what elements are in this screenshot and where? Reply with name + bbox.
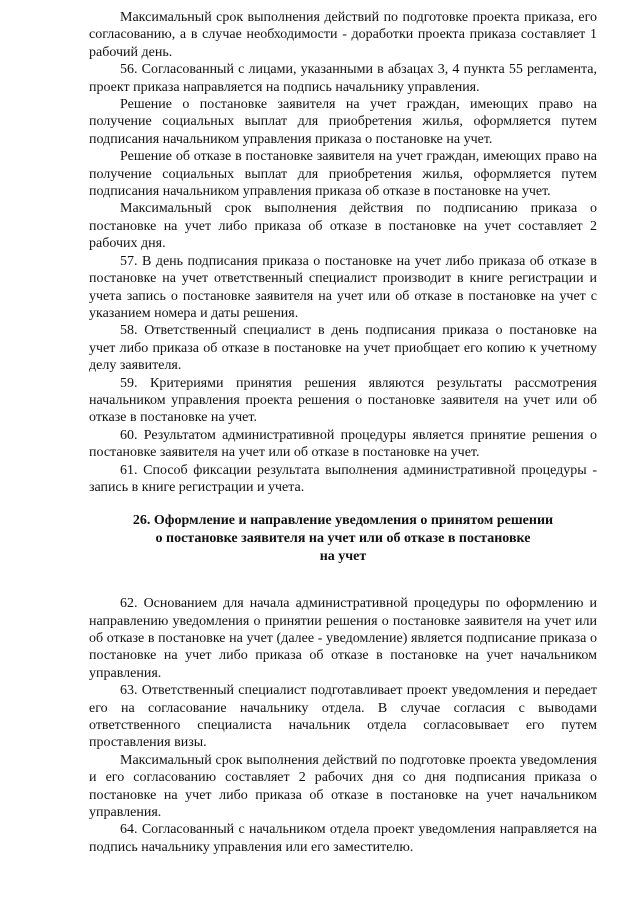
paragraph-61: 61. Способ фиксации результата выполнения административной процедуры - запись в книге регистрации и учета. (89, 462, 597, 495)
paragraph-59: 59. Критериями принятия решения являются результаты рассмотрения начальником управления проекта решения о постановке заявителя на учет или об отказе в постановке на учет. (89, 375, 597, 426)
section-heading-line-1: 26. Оформление и направление уведомления о принятом решении (132, 513, 554, 529)
section-heading (89, 512, 597, 565)
paragraph-decision-register: Решение о постановке заявителя на учет граждан, имеющих право на получение социальных выплат для приобретения жилья, оформляется путем подписания начальником управления приказа о постановке на учет. (89, 97, 597, 147)
paragraph-max-term-prep: Максимальный срок выполнения действий по подготовке проекта приказа, его согласованию, а в случае необходимости - доработки проекта приказа составляет 1 рабочий день. (89, 10, 597, 60)
section-spacer (89, 565, 597, 595)
section-heading-line-3: на учет (319, 548, 367, 564)
paragraph-58: 58. Ответственный специалист в день подписания приказа о постановке на учет либо приказа об отказе в постановке на учет приобщает его копию к учетному делу заявителя. (89, 323, 597, 374)
paragraph-57: 57. В день подписания приказа о постановке на учет либо приказа об отказе в постановке на учет ответственный специалист производит в книге регистрации и учета запись о постановке заявителя на учет или об отказе в постановке на учет с указанием номера и даты решения. (89, 253, 597, 321)
paragraph-decision-refuse: Решение об отказе в постановке заявителя на учет граждан, имеющих право на получение социальных выплат для приобретения жилья, оформляется путем подписания начальником управления приказа об отказе в постановке на учет. (89, 149, 597, 200)
section-heading-line-2: о постановке заявителя на учет или об отказе в постановке (155, 530, 531, 546)
paragraph-max-term-sign: Максимальный срок выполнения действия по подписанию приказа о постановке на учет либо приказа об отказе в постановке на учет составляет 2 рабочих дня. (89, 201, 597, 252)
paragraph-63: 63. Ответственный специалист подготавливает проект уведомления и передает его на согласование начальнику отдела. В случае согласия с выводами ответственного специалиста начальник отдела согласовывает его путем проставления визы. (89, 683, 597, 751)
paragraph-62: 62. Основанием для начала административной процедуры по оформлению и направлению уведомления о принятии решения о постановке заявителя на учет или об отказе в постановке на учет (далее - уведомление) является подписание приказа о постановке на учет либо приказа об отказе в постановке на учет начальником управления. (89, 596, 597, 681)
paragraph-60: 60. Результатом административной процедуры является принятие решения о постановке заявителя на учет или об отказе в постановке на учет. (89, 427, 597, 461)
paragraph-56: 56. Согласованный с лицами, указанными в абзацах 3, 4 пункта 55 регламента, проект приказа направляется на подпись начальнику управления. (89, 62, 597, 95)
document-page (89, 9, 597, 856)
paragraph-max-term-notice: Максимальный срок выполнения действий по подготовке проекта уведомления и его согласованию составляет 2 рабочих дня со дня подписания приказа о постановке на учет либо приказа об отказе в постановке на учет начальником управления. (89, 752, 597, 821)
paragraph-64: 64. Согласованный с начальником отдела проект уведомления направляется на подпись начальнику управления или его заместителю. (89, 822, 597, 855)
